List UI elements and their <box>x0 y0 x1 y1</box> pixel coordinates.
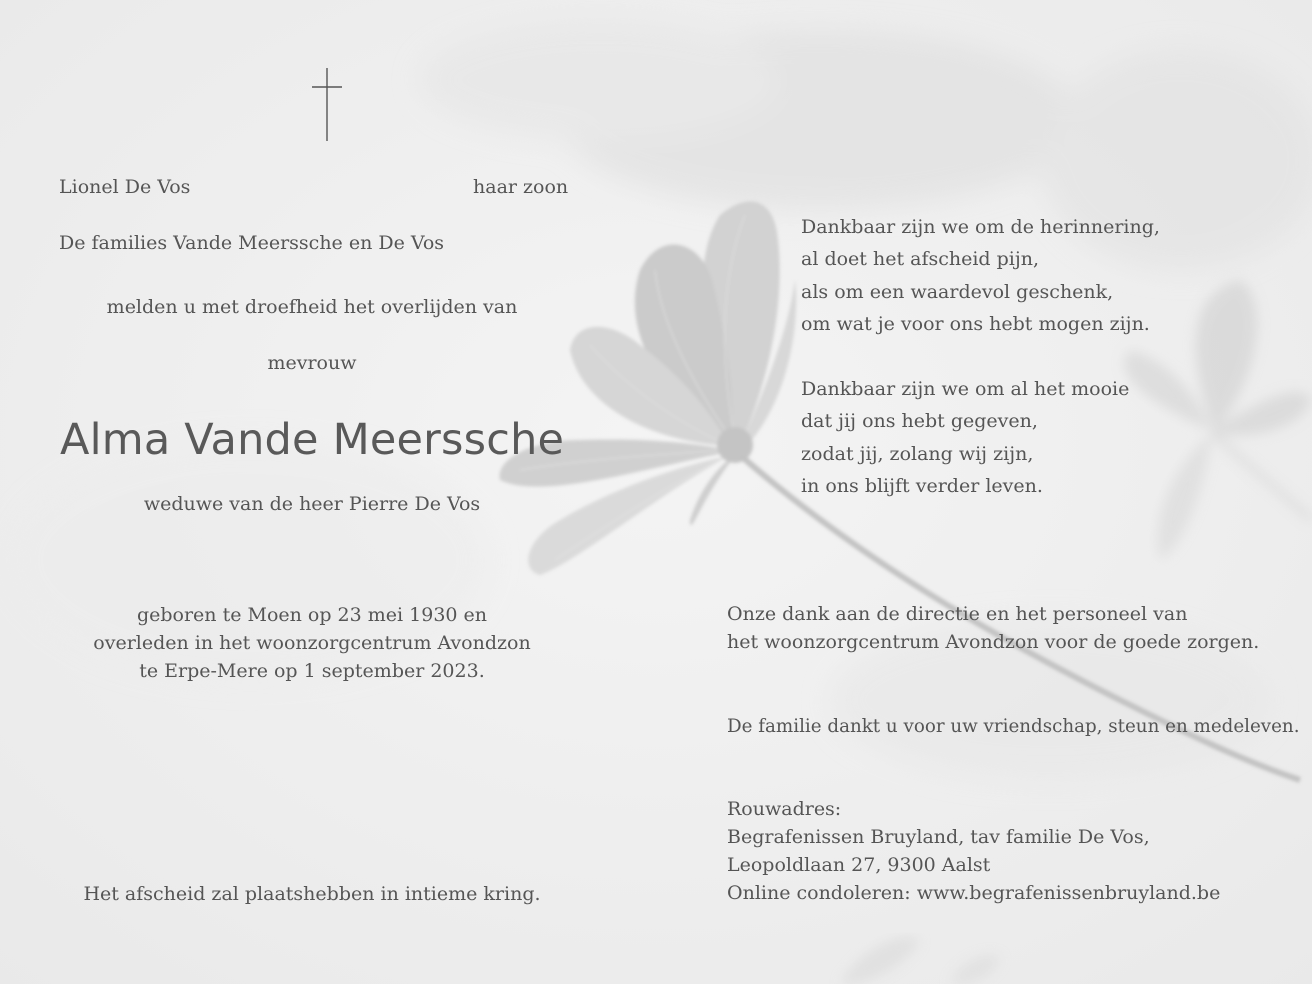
life-dates-block <box>62 601 562 685</box>
relative-relation: haar zoon <box>473 176 569 198</box>
poem-stanza-2 <box>801 373 1129 502</box>
thanks-care-line: het woonzorgcentrum Avondzon voor de goede zorgen. <box>727 631 1260 653</box>
title-line: mevrouw <box>267 352 357 374</box>
life-dates-line: te Erpe-Mere op 1 september 2023. <box>139 660 485 682</box>
address-block <box>727 795 1220 907</box>
deceased-name: Alma Vande Meerssche <box>60 415 565 465</box>
announcement-line: melden u met droefheid het overlijden van <box>106 296 518 318</box>
poem-line: zodat jij, zolang wij zijn, <box>801 442 1034 465</box>
thanks-family-line: De familie dankt u voor uw vriendschap, steun en medeleven. <box>727 716 1300 737</box>
address-line: Begrafenissen Bruyland, tav familie De Vos, <box>727 826 1150 848</box>
poem-line: Dankbaar zijn we om al het mooie <box>801 378 1130 400</box>
farewell-line: Het afscheid zal plaatshebben in intieme kring. <box>83 883 541 905</box>
poem-stanza-1 <box>801 211 1160 340</box>
poem-line: al doet het afscheid pijn, <box>801 248 1040 271</box>
thanks-care-line: Onze dank aan de directie en het personeel van <box>727 603 1188 625</box>
cross-icon <box>312 68 342 142</box>
address-line: Leopoldlaan 27, 9300 Aalst <box>727 854 991 876</box>
condolence-link[interactable]: Online condoleren: www.begrafenissenbruyland.be <box>727 882 1221 904</box>
families-line: De families Vande Meerssche en De Vos <box>59 232 445 254</box>
poem-line: in ons blijft verder leven. <box>801 474 1043 497</box>
widow-of-line: weduwe van de heer Pierre De Vos <box>143 493 481 515</box>
life-dates-line: overleden in het woonzorgcentrum Avondzon <box>93 632 531 654</box>
thanks-care-block <box>727 600 1259 656</box>
relative-name: Lionel De Vos <box>59 176 191 198</box>
poem-line: om wat je voor ons hebt mogen zijn. <box>801 312 1150 335</box>
poem-line: dat jij ons hebt gegeven, <box>801 410 1038 433</box>
poem-line: Dankbaar zijn we om de herinnering, <box>801 216 1160 238</box>
life-dates-line: geboren te Moen op 23 mei 1930 en <box>136 604 488 626</box>
poem-line: als om een waardevol geschenk, <box>801 280 1114 303</box>
address-heading: Rouwadres: <box>727 798 842 820</box>
